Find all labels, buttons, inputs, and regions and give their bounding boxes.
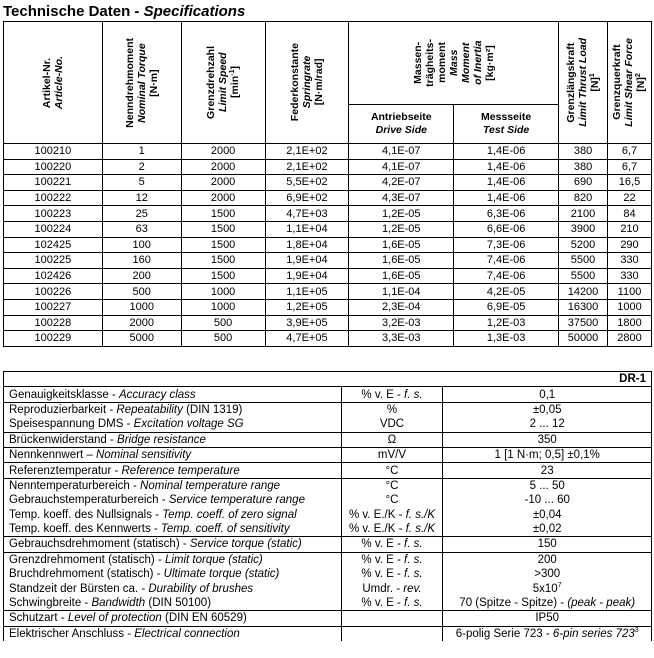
- table-cell: 1000: [181, 284, 265, 300]
- property-unit: % v. E./K - f. s./K: [341, 522, 443, 537]
- model-label: DR-1: [4, 372, 652, 387]
- property-label: Temp. koeff. des Nullsignals - Temp. coeff. of zero signal: [4, 508, 342, 522]
- property-row: [4, 522, 652, 537]
- table-cell: 4,1E-07: [349, 159, 454, 175]
- table-cell: 100224: [4, 221, 103, 237]
- table-row: [4, 299, 652, 315]
- table-cell: 100228: [4, 315, 103, 331]
- table-row: [4, 190, 652, 206]
- property-row: [4, 447, 652, 462]
- table-row: [4, 331, 652, 347]
- table-cell: 4,2E-07: [349, 175, 454, 191]
- header-test-side: Messseite Test Side: [454, 105, 559, 144]
- property-label: Schutzart - Level of protection (DIN EN 60529): [4, 611, 342, 626]
- property-value: 200: [443, 552, 652, 567]
- property-unit: % v. E - f. s.: [341, 567, 443, 581]
- table-cell: 1,4E-06: [454, 190, 559, 206]
- property-label: Nennkennwert – Nominal sensitivity: [4, 447, 342, 462]
- table-cell: 5: [102, 175, 181, 191]
- table-cell: 1100: [607, 284, 651, 300]
- table-cell: 3,9E+05: [265, 315, 349, 331]
- property-unit: °C: [341, 478, 443, 493]
- table-cell: 14200: [559, 284, 608, 300]
- table-cell: 100220: [4, 159, 103, 175]
- property-row: [4, 417, 652, 432]
- property-value: 6-polig Serie 723 - 6-pin series $723^3$: [443, 626, 652, 641]
- table-row: [4, 175, 652, 191]
- table-row: [4, 206, 652, 222]
- table-cell: 5500: [559, 253, 608, 269]
- property-label: Temp. koeff. des Kennwerts - Temp. coeff. of sensitivity: [4, 522, 342, 537]
- property-row: [4, 463, 652, 478]
- property-unit: Ω: [341, 432, 443, 447]
- property-row: [4, 626, 652, 641]
- property-value: IP50: [443, 611, 652, 626]
- property-unit: % v. E./K - f. s./K: [341, 508, 443, 522]
- property-value: ±0,04: [443, 508, 652, 522]
- table-row: [4, 253, 652, 269]
- table-cell: 100221: [4, 175, 103, 191]
- table-row: [4, 268, 652, 284]
- table-cell: 200: [102, 268, 181, 284]
- property-value: 5 ... 50: [443, 478, 652, 493]
- property-value: 70 (Spitze - Spitze) - (peak - peak): [443, 596, 652, 611]
- property-row: [4, 387, 652, 402]
- header-torque: Nenndrehmoment Nominal Torque [N·m]: [102, 22, 181, 144]
- table-cell: 102426: [4, 268, 103, 284]
- table-cell: 1000: [607, 299, 651, 315]
- table-cell: 1,1E-04: [349, 284, 454, 300]
- property-label: Referenztemperatur - Reference temperature: [4, 463, 342, 478]
- table-cell: 7,4E-06: [454, 253, 559, 269]
- header-article: Artikel-Nr. Article-No.: [4, 22, 103, 144]
- property-value: 2 ... 12: [443, 417, 652, 432]
- table-cell: 5200: [559, 237, 608, 253]
- table-cell: 330: [607, 268, 651, 284]
- table-row: [4, 315, 652, 331]
- table-cell: 1500: [181, 268, 265, 284]
- table-cell: 290: [607, 237, 651, 253]
- property-row: [4, 493, 652, 507]
- table-cell: 3900: [559, 221, 608, 237]
- table-cell: 16,5: [607, 175, 651, 191]
- table-cell: 5500: [559, 268, 608, 284]
- property-unit: % v. E - f. s.: [341, 387, 443, 402]
- table-cell: 1,6E-05: [349, 237, 454, 253]
- property-label: Standzeit der Bürsten ca. - Durability of brushes: [4, 581, 342, 595]
- table-cell: 330: [607, 253, 651, 269]
- property-label: Gebrauchsdrehmoment (statisch) - Service torque (static): [4, 537, 342, 552]
- table-cell: 1: [102, 144, 181, 160]
- table-cell: 7,4E-06: [454, 268, 559, 284]
- table-cell: 37500: [559, 315, 608, 331]
- table-cell: 210: [607, 221, 651, 237]
- property-unit: % v. E - f. s.: [341, 537, 443, 552]
- table-cell: 1,1E+05: [265, 284, 349, 300]
- table-cell: 1500: [181, 221, 265, 237]
- property-row: [4, 596, 652, 611]
- table-cell: 4,3E-07: [349, 190, 454, 206]
- property-value: 23: [443, 463, 652, 478]
- table-cell: 100223: [4, 206, 103, 222]
- table-cell: 2000: [181, 190, 265, 206]
- property-label: Gebrauchstemperaturbereich - Service temperature range: [4, 493, 342, 507]
- property-value: 150: [443, 537, 652, 552]
- property-unit: [341, 611, 443, 626]
- table-cell: 2000: [102, 315, 181, 331]
- table-cell: 7,3E-06: [454, 237, 559, 253]
- property-row: [4, 478, 652, 493]
- property-label: Nenntemperaturbereich - Nominal temperature range: [4, 478, 342, 493]
- property-label: Speisespannung DMS - Excitation voltage SG: [4, 417, 342, 432]
- table-cell: 1,4E-06: [454, 144, 559, 160]
- table-row: [4, 284, 652, 300]
- table-cell: 1,2E-03: [454, 315, 559, 331]
- table-cell: 4,1E-07: [349, 144, 454, 160]
- table-cell: 84: [607, 206, 651, 222]
- table-cell: 2000: [181, 175, 265, 191]
- table-cell: 1500: [181, 253, 265, 269]
- table-cell: 100229: [4, 331, 103, 347]
- table-cell: 100225: [4, 253, 103, 269]
- table-cell: 500: [181, 331, 265, 347]
- table-cell: 100: [102, 237, 181, 253]
- property-value: 1 [1 N·m; 0,5] ±0,1%: [443, 447, 652, 462]
- table-cell: 1,2E-05: [349, 221, 454, 237]
- specifications-table: [3, 21, 652, 347]
- property-unit: Umdr. - rev.: [341, 581, 443, 595]
- table-cell: 100222: [4, 190, 103, 206]
- table-cell: 4,2E-05: [454, 284, 559, 300]
- table-cell: 3,3E-03: [349, 331, 454, 347]
- property-row: [4, 567, 652, 581]
- table-cell: 6,7: [607, 144, 651, 160]
- table-cell: 1000: [181, 299, 265, 315]
- table-cell: 2,1E+02: [265, 144, 349, 160]
- table-cell: 500: [181, 315, 265, 331]
- property-label: Reproduzierbarkeit - Repeatability (DIN 1319): [4, 402, 342, 417]
- property-unit: °C: [341, 493, 443, 507]
- table-cell: 12: [102, 190, 181, 206]
- table-cell: 6,9E-05: [454, 299, 559, 315]
- property-value: $5x10^7$: [443, 581, 652, 595]
- property-unit: % v. E - f. s.: [341, 552, 443, 567]
- table-cell: 1500: [181, 237, 265, 253]
- property-row: [4, 402, 652, 417]
- table-cell: 100227: [4, 299, 103, 315]
- table-cell: 2100: [559, 206, 608, 222]
- table-cell: 1,6E-05: [349, 268, 454, 284]
- property-unit: % v. E - f. s.: [341, 596, 443, 611]
- table-row: [4, 221, 652, 237]
- table-cell: 160: [102, 253, 181, 269]
- table-cell: 2,1E+02: [265, 159, 349, 175]
- property-unit: °C: [341, 463, 443, 478]
- property-value: 350: [443, 432, 652, 447]
- table-cell: 2000: [181, 144, 265, 160]
- table-cell: 500: [102, 284, 181, 300]
- table-cell: 5,5E+02: [265, 175, 349, 191]
- table-cell: 690: [559, 175, 608, 191]
- table-cell: 1,6E-05: [349, 253, 454, 269]
- property-label: Genauigkeitsklasse - Accuracy class: [4, 387, 342, 402]
- header-springrate: Federkonstante Springrate [N·m/rad]: [265, 22, 349, 144]
- property-value: -10 ... 60: [443, 493, 652, 507]
- table-cell: 6,7: [607, 159, 651, 175]
- table-cell: 63: [102, 221, 181, 237]
- table-row: [4, 159, 652, 175]
- table-cell: 1,4E-06: [454, 175, 559, 191]
- table-cell: 100226: [4, 284, 103, 300]
- table-cell: 4,7E+05: [265, 331, 349, 347]
- table-cell: 4,7E+03: [265, 206, 349, 222]
- header-speed: Grenzdrehzahl Limit Speed $[\min^{-1}]$: [181, 22, 265, 144]
- page-title: Technische Daten - Specifications: [3, 3, 246, 20]
- table-cell: 820: [559, 190, 608, 206]
- table-cell: 1,2E+05: [265, 299, 349, 315]
- property-value: ±0,02: [443, 522, 652, 537]
- table-cell: 1500: [181, 206, 265, 222]
- table-row: [4, 144, 652, 160]
- table-cell: 25: [102, 206, 181, 222]
- table-cell: 1,1E+04: [265, 221, 349, 237]
- table-cell: 2800: [607, 331, 651, 347]
- property-value: 0,1: [443, 387, 652, 402]
- property-value: >300: [443, 567, 652, 581]
- property-unit: [341, 626, 443, 641]
- property-row: [4, 552, 652, 567]
- table-cell: 100210: [4, 144, 103, 160]
- property-row: [4, 537, 652, 552]
- table-cell: 1,2E-05: [349, 206, 454, 222]
- property-label: Schwingbreite - Bandwidth (DIN 50100): [4, 596, 342, 611]
- property-label: Brückenwiderstand - Bridge resistance: [4, 432, 342, 447]
- table-row: [4, 237, 652, 253]
- property-label: Elektrischer Anschluss - Electrical connection: [4, 626, 342, 641]
- specifications-body: [4, 144, 652, 347]
- table-cell: 1000: [102, 299, 181, 315]
- table-cell: 1,4E-06: [454, 159, 559, 175]
- table-cell: 6,9E+02: [265, 190, 349, 206]
- property-unit: VDC: [341, 417, 443, 432]
- property-value: ±0,05: [443, 402, 652, 417]
- property-row: [4, 508, 652, 522]
- dr1-table: [3, 371, 652, 641]
- property-unit: %: [341, 402, 443, 417]
- table-cell: 1,3E-03: [454, 331, 559, 347]
- property-row: [4, 432, 652, 447]
- table-cell: 380: [559, 159, 608, 175]
- table-cell: 22: [607, 190, 651, 206]
- table-cell: 1,9E+04: [265, 268, 349, 284]
- table-cell: 5000: [102, 331, 181, 347]
- table-cell: 1,9E+04: [265, 253, 349, 269]
- table-cell: 6,6E-06: [454, 221, 559, 237]
- property-row: [4, 611, 652, 626]
- table-cell: 1,8E+04: [265, 237, 349, 253]
- table-cell: 50000: [559, 331, 608, 347]
- table-cell: 16300: [559, 299, 608, 315]
- header-mass-moment: Massen- trägheits- moment Mass Moment of Inertia [kg·m²]: [349, 22, 559, 105]
- table-cell: 102425: [4, 237, 103, 253]
- table-cell: 1800: [607, 315, 651, 331]
- property-label: Bruchdrehmoment (statisch) - Ultimate torque (static): [4, 567, 342, 581]
- property-label: Grenzdrehmoment (statisch) - Limit torque (static): [4, 552, 342, 567]
- table-cell: 2,3E-04: [349, 299, 454, 315]
- table-cell: 3,2E-03: [349, 315, 454, 331]
- table-cell: 6,3E-06: [454, 206, 559, 222]
- property-unit: mV/V: [341, 447, 443, 462]
- header-shear: Grenzquerkraft Limit Shear Force $[N]^2$: [607, 22, 651, 144]
- property-row: [4, 581, 652, 595]
- table-cell: 2: [102, 159, 181, 175]
- header-drive-side: Antriebseite Drive Side: [349, 105, 454, 144]
- header-thrust: Grenzlängskraft Limit Thrust Load $[N]^1$: [559, 22, 608, 144]
- table-cell: 380: [559, 144, 608, 160]
- table-cell: 2000: [181, 159, 265, 175]
